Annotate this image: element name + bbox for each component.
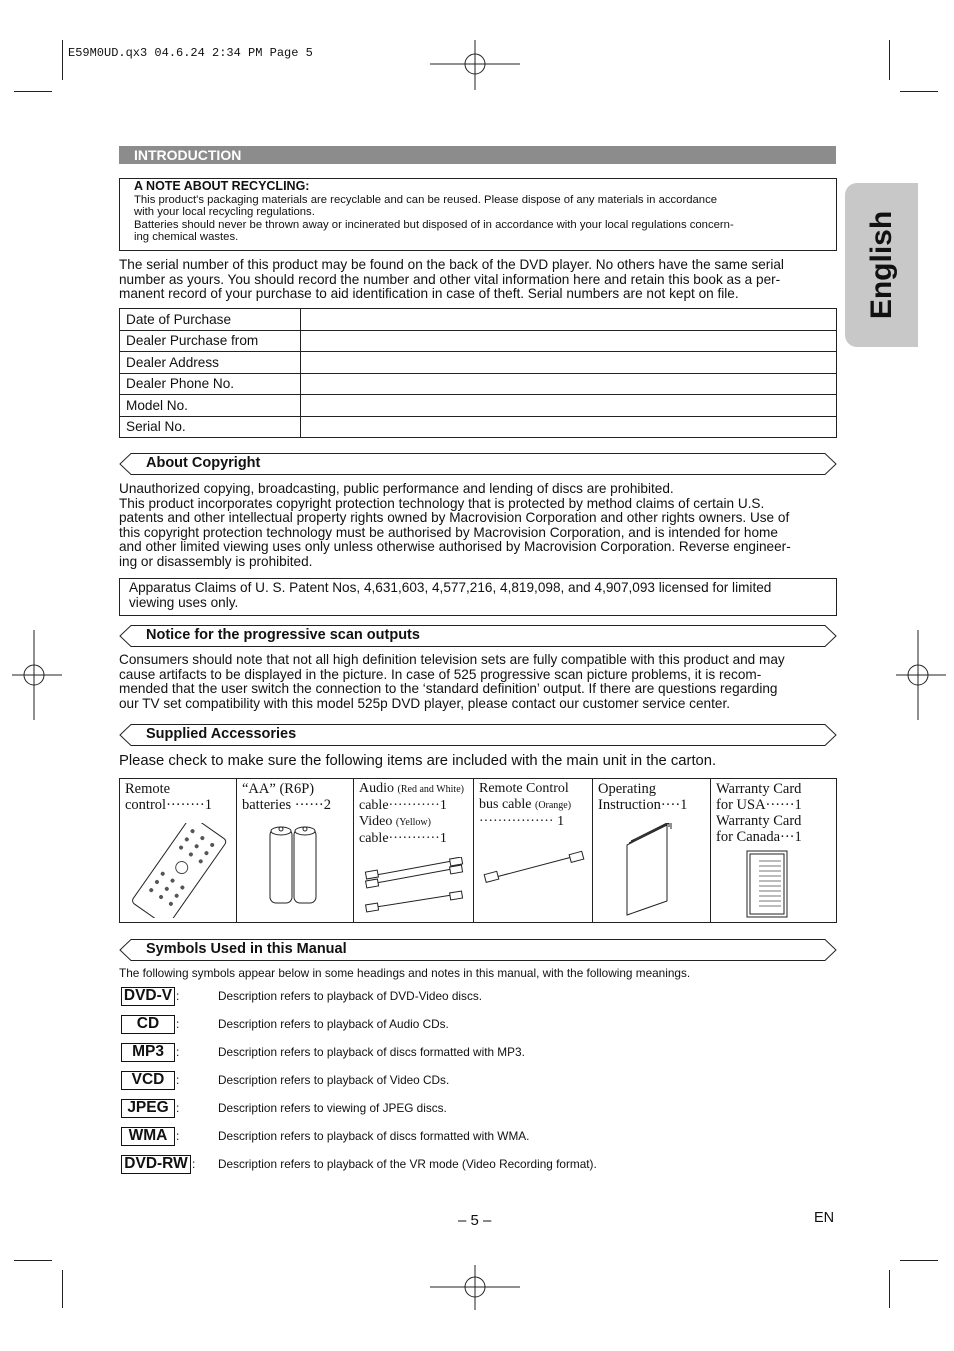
colon: :	[176, 1129, 180, 1143]
table-row	[120, 416, 837, 438]
item-note: (Red and White)	[397, 784, 464, 795]
colon: :	[176, 1073, 180, 1087]
heading-label: Notice for the progressive scan outputs	[146, 627, 420, 643]
symbol-description: Description refers to playback of discs formatted with MP3.	[218, 1045, 525, 1059]
symbol-vcd: VCD	[121, 1071, 175, 1090]
registration-mark-right-icon	[896, 630, 946, 720]
warranty-card-icon	[745, 849, 793, 919]
symbol-wma: WMA	[121, 1127, 175, 1146]
heading-label: Symbols Used in this Manual	[146, 941, 347, 957]
heading-label: About Copyright	[146, 455, 261, 471]
recycling-line: with your local recycling regulations.	[134, 206, 315, 219]
progressive-heading	[119, 625, 837, 647]
bus-cable-icon	[482, 849, 587, 885]
table-row	[120, 352, 837, 374]
row-value	[301, 330, 837, 352]
item-label: “AA” (R6P)	[242, 781, 315, 797]
battery-icon	[267, 823, 327, 905]
recycling-line: Batteries should never be thrown away or incinerated but disposed of in accordance with your local regulations concern-	[134, 218, 734, 231]
row-label: Model No.	[120, 395, 301, 417]
item-label: Video	[359, 814, 393, 829]
paragraph-line: ing or disassembly is prohibited.	[119, 553, 313, 569]
item-label: cable	[359, 831, 389, 846]
item-qty: 1	[794, 797, 802, 813]
recycling-line: This product's packaging materials are recyclable and can be reused. Please dispose of any materials in accordance	[134, 193, 718, 206]
recycling-title: A NOTE ABOUT RECYCLING:	[134, 179, 310, 193]
item-label: Operating	[598, 781, 656, 797]
table-row	[120, 373, 837, 395]
symbol-mp3: MP3	[121, 1043, 175, 1062]
row-label: Serial No.	[120, 416, 301, 438]
item-qty: 2	[323, 797, 331, 813]
item-qty: 1	[680, 797, 688, 813]
paragraph-line: and other limited viewing uses only unless otherwise authorised by Macrovision Corporation. Reverse engineer-	[119, 539, 791, 555]
symbol-description: Description refers to playback of Video CDs.	[218, 1073, 450, 1087]
patent-box	[119, 578, 837, 616]
item-label: Remote Control	[479, 781, 569, 796]
row-label: Dealer Purchase from	[120, 330, 301, 352]
colon: :	[176, 1101, 180, 1115]
item-qty: 1	[204, 797, 212, 813]
item-label: Warranty Card	[716, 781, 802, 797]
symbol-description: Description refers to playback of discs formatted with WMA.	[218, 1129, 530, 1143]
paragraph-line: patents and other intellectual property rights owned by Macrovision Corporation and other rights owners. Use of	[119, 510, 790, 526]
registration-mark-top-icon	[430, 40, 520, 90]
copyright-heading	[119, 453, 837, 475]
symbols-heading	[119, 939, 837, 961]
paragraph-line: number as yours. You should record the number and other vital information here and retain this book as a per-	[119, 271, 781, 287]
item-label: control	[125, 797, 167, 813]
progressive-paragraph	[119, 653, 849, 711]
row-label: Dealer Phone No.	[120, 373, 301, 395]
language-tab	[845, 183, 918, 347]
av-cable-icon	[362, 857, 467, 917]
colon: :	[176, 1017, 180, 1031]
symbol-jpeg: JPEG	[121, 1099, 175, 1118]
row-value	[301, 373, 837, 395]
heading-label: Supplied Accessories	[146, 726, 297, 742]
paragraph-line: mended that the user switch the connection to the ‘standard definition’ output. If there are questions regarding	[119, 681, 778, 697]
paragraph-line: Consumers should note that not all high definition television sets are fully compatible with this product and may	[119, 652, 785, 667]
accessory-warranty: Warranty Card for USA······1 Warranty Card for Canada···1	[711, 779, 836, 922]
paragraph-line: cause artifacts to be displayed in the picture. In case of 525 progressive scan picture problems, it is recom-	[119, 666, 762, 682]
section-bar	[119, 146, 836, 164]
paragraph-line: viewing uses only.	[129, 594, 239, 610]
item-qty: 1	[439, 831, 447, 846]
row-value	[301, 352, 837, 374]
item-label: bus cable	[479, 797, 532, 812]
paragraph-line: The serial number of this product may be found on the back of the DVD player. No others have the same serial	[119, 257, 784, 272]
item-label: batteries	[242, 797, 292, 813]
remote-control-icon	[128, 823, 233, 918]
row-label: Dealer Address	[120, 352, 301, 374]
row-value	[301, 309, 837, 331]
item-qty: 1	[439, 798, 447, 813]
paragraph-line: Unauthorized copying, broadcasting, public performance and lending of discs are prohibited.	[119, 481, 674, 496]
paragraph-line: this copyright protection technology must be authorised by Macrovision Corporation, and is intended for home	[119, 524, 778, 540]
print-header: E59M0UD.qx3 04.6.24 2:34 PM Page 5	[68, 46, 313, 60]
symbol-description: Description refers to playback of the VR mode (Video Recording format).	[218, 1157, 597, 1171]
language-tab-label: English	[864, 210, 898, 320]
recycling-line: ing chemical wastes.	[134, 231, 239, 244]
copyright-paragraph	[119, 482, 849, 570]
symbol-description: Description refers to playback of Audio CDs.	[218, 1017, 449, 1031]
manual-book-icon	[623, 823, 683, 918]
paragraph-line: manent record of your purchase to aid identification in case of theft. Serial numbers are not kept on file.	[119, 286, 739, 302]
recycling-note	[119, 178, 837, 251]
item-qty: 1	[794, 829, 802, 845]
table-row	[120, 330, 837, 352]
table-row	[120, 309, 837, 331]
accessory-manual: Operating Instruction····1	[593, 779, 711, 922]
row-value	[301, 416, 837, 438]
item-label: Audio	[359, 781, 394, 796]
registration-mark-left-icon	[12, 630, 62, 720]
item-label: Instruction	[598, 797, 661, 813]
section-title: INTRODUCTION	[134, 147, 242, 163]
registration-mark-bottom-icon	[430, 1265, 520, 1310]
accessory-batteries: “AA” (R6P) batteries ······2	[237, 779, 354, 922]
paragraph-line: Apparatus Claims of U. S. Patent Nos, 4,631,603, 4,577,216, 4,819,098, and 4,907,093 licensed for limited	[129, 580, 772, 595]
symbol-dvd-v: DVD-V	[121, 987, 175, 1006]
accessory-bus-cable: Remote Control bus cable (Orange) ················ 1	[474, 779, 593, 922]
item-label: for Canada	[716, 829, 781, 845]
accessories-table	[119, 778, 837, 923]
symbol-cd: CD	[121, 1015, 175, 1034]
item-note: (Orange)	[534, 800, 572, 811]
row-value	[301, 395, 837, 417]
item-label: cable	[359, 798, 389, 813]
symbol-dvd-rw: DVD-RW	[121, 1155, 191, 1174]
paragraph-line: This product incorporates copyright protection technology that is protected by method claims of certain U.S.	[119, 495, 765, 511]
table-row	[120, 395, 837, 417]
symbols-intro: The following symbols appear below in some headings and notes in this manual, with the following meanings.	[119, 966, 691, 980]
item-label: Remote	[125, 781, 171, 797]
paragraph-line: our TV set compatibility with this model 525p DVD player, please contact our customer service center.	[119, 695, 730, 711]
purchase-record-table	[119, 308, 837, 438]
item-label: for USA	[716, 797, 766, 813]
accessories-heading	[119, 724, 837, 746]
accessories-intro: Please check to make sure the following items are included with the main unit in the carton.	[119, 753, 717, 769]
item-qty: 1	[557, 814, 565, 829]
colon: :	[176, 1045, 180, 1059]
page-number: – 5 –	[458, 1212, 492, 1229]
language-code: EN	[814, 1210, 835, 1226]
accessory-av-cables: Audio (Red and White) cable···········1 Video (Yellow) cable···········1	[354, 779, 474, 922]
item-note: (Yellow)	[395, 817, 431, 828]
symbol-description: Description refers to viewing of JPEG discs.	[218, 1101, 447, 1115]
row-label: Date of Purchase	[120, 309, 301, 331]
symbol-description: Description refers to playback of DVD-Video discs.	[218, 989, 483, 1003]
item-label: Warranty Card	[716, 813, 802, 829]
serial-paragraph	[119, 258, 849, 302]
colon: :	[176, 989, 180, 1003]
accessory-remote: Remote control········1	[120, 779, 237, 922]
colon: :	[192, 1157, 196, 1171]
